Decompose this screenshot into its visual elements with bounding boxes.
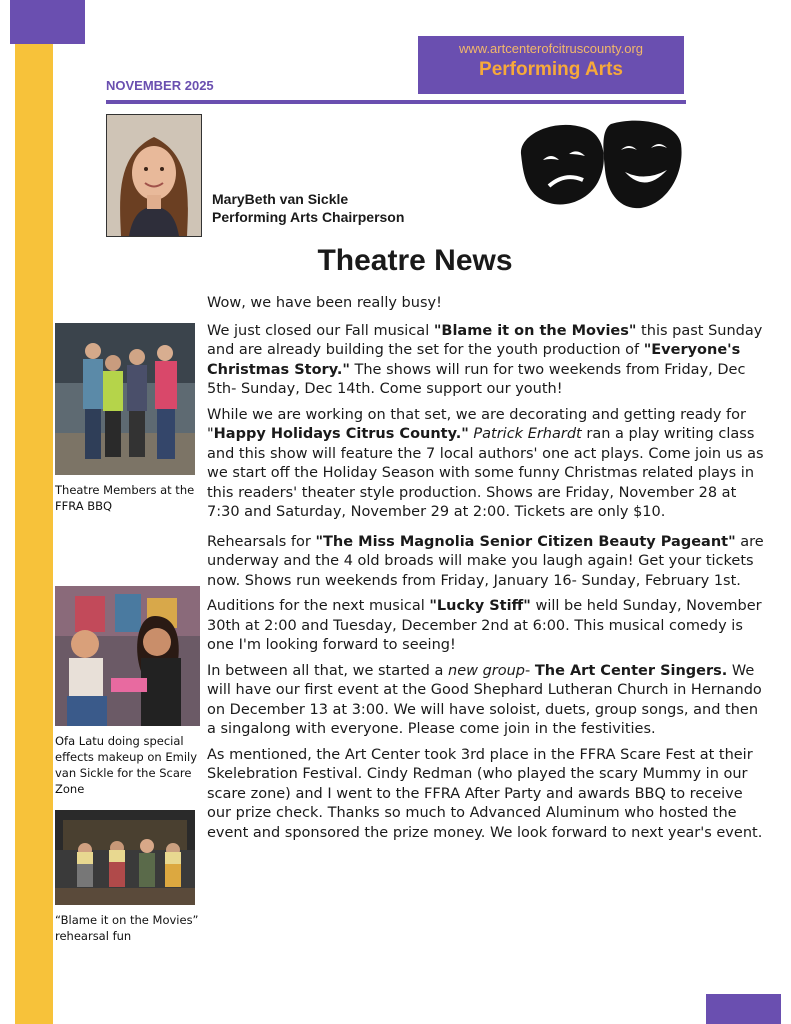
website-link[interactable]: www.artcenterofcitruscounty.org — [459, 41, 643, 56]
paragraph-singers: In between all that, we started a new group- The Art Center Singers. We will have our first event at the Good Shephard Lutheran Church in Hernando on December 13 at 3:00. We will have soloist, duets, group songs, and then a singalong with everyone. Please come join in the festivities. — [207, 662, 762, 737]
bottom-right-accent-block — [706, 994, 781, 1024]
paragraph-holidays: While we are working on that set, we are decorating and getting ready for "Happy Holidays Citrus County." Patrick Erhardt ran a play writing class and this show will feature the 7 local authors' one act plays. Come join us as we start off the Holiday Season with some funny Christmas related plays in this readers' theater style production. Shows are Friday, November 28 at 7:30 and Saturday, November 29 at 2:00. Tickets are only $10. — [207, 406, 764, 520]
left-accent-bar — [15, 0, 53, 1024]
page-title: Theatre News — [317, 244, 513, 277]
paragraph-scare-fest: As mentioned, the Art Center took 3rd place in the FFRA Scare Fest at their Skelebration Festival. Cindy Redman (who played the scary Mummy in our scare zone) and I went to the FFRA After Party and awards BBQ to receive our prize check. Thanks so much to Advanced Aluminum who hosted the event and sponsored the prize money. We look forward to next year's event. — [207, 746, 763, 841]
paragraph-fall-musical: We just closed our Fall musical "Blame it on the Movies" this past Sunday and are already building the set for the youth production of "Everyone's Christmas Story." The shows will run for two weekends from Friday, Dec 5th- Sunday, Dec 14th. Come support our youth! — [207, 322, 763, 397]
author-portrait — [106, 114, 202, 237]
caption-rehearsal-fun: “Blame it on the Movies” rehearsal fun — [55, 913, 199, 943]
photo-special-effects-makeup — [55, 586, 200, 726]
article-body — [207, 294, 767, 849]
paragraph-intro: Wow, we have been really busy! — [207, 295, 442, 311]
theatre-masks-icon — [515, 114, 685, 214]
paragraph-auditions: Auditions for the next musical "Lucky Stiff" will be held Sunday, November 30th at 2:00 and Tuesday, December 2nd at 6:00. This musical comedy is one I'm looking forward to seeing! — [207, 598, 762, 653]
author-role: Performing Arts Chairperson — [212, 209, 405, 225]
header-banner — [418, 36, 684, 94]
section-title: Performing Arts — [479, 59, 623, 80]
caption-theatre-members: Theatre Members at the FFRA BBQ — [55, 483, 195, 513]
caption-special-effects-makeup: Ofa Latu doing special effects makeup on Emily van Sickle for the Scare Zone — [55, 734, 198, 796]
author-name: MaryBeth van Sickle — [212, 191, 349, 207]
top-left-accent-block — [10, 0, 85, 44]
author-block — [212, 190, 404, 226]
issue-date: NOVEMBER 2025 — [106, 78, 214, 93]
photo-rehearsal-fun — [55, 810, 195, 905]
header-divider — [106, 100, 686, 104]
photo-theatre-members — [55, 323, 195, 475]
paragraph-rehearsals: Rehearsals for "The Miss Magnolia Senior Citizen Beauty Pageant" are underway and the 4 old broads will make you laugh again! Get your tickets now. Shows run weekends from Friday, January 16- Sunday, February 1st. — [207, 533, 764, 589]
